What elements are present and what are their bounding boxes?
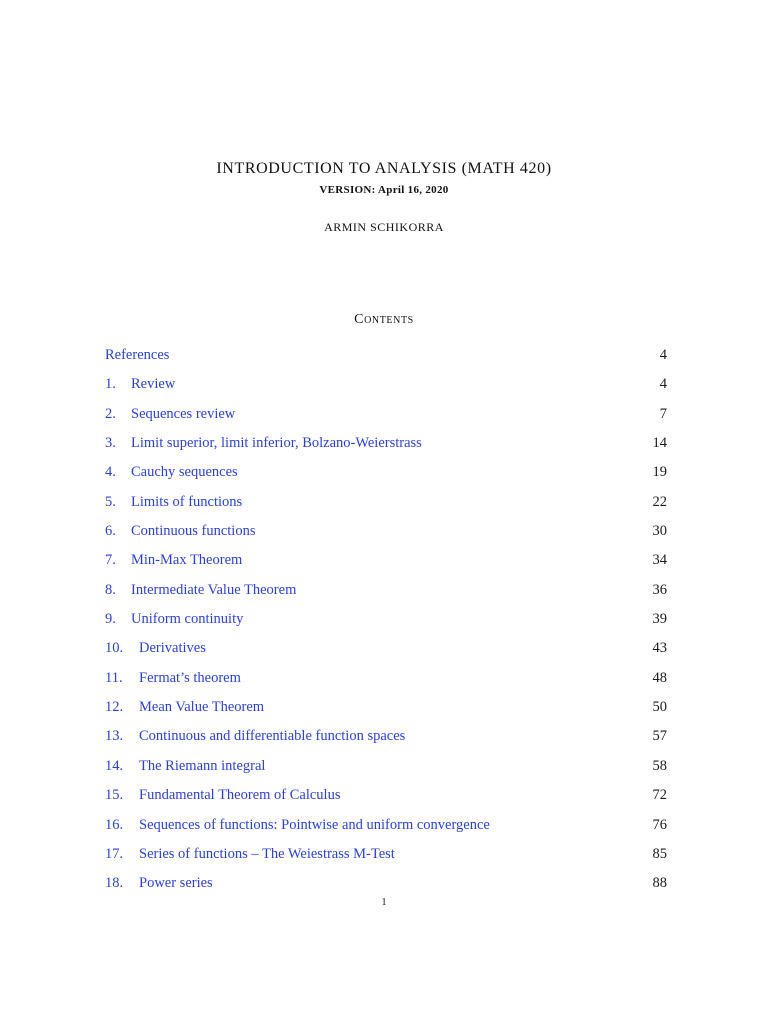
toc-entry-page: 34 (652, 552, 667, 569)
toc-entry-link[interactable] (105, 523, 255, 540)
toc-entry (105, 728, 667, 757)
toc-entry-page: 22 (652, 493, 667, 510)
toc-entry-title: References (105, 347, 170, 363)
toc-entry-link[interactable] (105, 670, 241, 687)
toc-entry-page: 43 (652, 640, 667, 657)
toc-entry-title: Derivatives (139, 640, 206, 657)
toc-entry-number: 10. (105, 640, 124, 657)
toc-entry-number: 12. (105, 699, 124, 716)
document-title: INTRODUCTION TO ANALYSIS (MATH 420) (216, 160, 552, 177)
toc-entry-title: Intermediate Value Theorem (131, 581, 297, 598)
toc-entry-title: Mean Value Theorem (139, 699, 265, 716)
toc-entry (105, 699, 667, 728)
toc-entry (105, 552, 667, 581)
toc-entry-page: 88 (652, 875, 667, 892)
toc-entry-link[interactable] (105, 817, 490, 834)
toc-entry-page: 76 (652, 816, 667, 833)
toc-entry (105, 582, 667, 611)
toc-entry (105, 376, 667, 405)
toc-entry-title: Limit superior, limit inferior, Bolzano-Weierstrass (131, 435, 422, 452)
toc-entry-link[interactable] (105, 582, 296, 599)
toc-entry-number: 15. (105, 787, 124, 804)
toc-entry (105, 640, 667, 669)
toc-entry-page: 4 (659, 376, 667, 393)
toc-entry-page: 30 (652, 523, 667, 540)
toc-entry-number: 11. (105, 669, 123, 686)
toc-entry-number: 6. (105, 523, 116, 540)
toc-entry-link[interactable] (105, 552, 242, 569)
toc-entry-number: 3. (105, 435, 116, 452)
toc-entry-number: 9. (105, 611, 116, 628)
page-number: 1 (381, 897, 387, 908)
toc-entry (105, 406, 667, 435)
toc-entry-page: 7 (659, 405, 667, 422)
toc-entry-page: 4 (659, 347, 667, 363)
toc-entry-link[interactable] (105, 494, 242, 511)
toc-entry (105, 464, 667, 493)
toc-entry-page: 48 (652, 669, 667, 686)
toc-entry-link[interactable] (105, 376, 175, 393)
toc-entry-title: Uniform continuity (131, 611, 244, 628)
toc-entry-title: Series of functions – The Weiestrass M-Test (139, 845, 395, 862)
toc-entry-page: 14 (652, 435, 667, 452)
toc-entry-page: 58 (652, 757, 667, 774)
toc-entry-link[interactable] (105, 758, 265, 775)
toc-entry (105, 523, 667, 552)
toc-entry-title: Cauchy sequences (131, 464, 238, 481)
toc-entry (105, 435, 667, 464)
toc-entry-title: Power series (139, 875, 213, 892)
table-of-contents (105, 347, 667, 905)
toc-entry-title: Fundamental Theorem of Calculus (139, 787, 341, 804)
toc-entry-title: Limits of functions (131, 493, 243, 510)
toc-entry-link[interactable] (105, 406, 235, 423)
toc-entry-page: 36 (652, 581, 667, 598)
toc-entry-number: 17. (105, 845, 124, 862)
toc-entry-link[interactable] (105, 464, 238, 481)
toc-entry-title: Continuous and differentiable function spaces (139, 728, 406, 745)
toc-entry (105, 670, 667, 699)
toc-entry-page: 50 (652, 699, 667, 716)
toc-entry-number: 2. (105, 405, 116, 422)
toc-entry (105, 611, 667, 640)
toc-entry-number: 8. (105, 581, 116, 598)
toc-entry-title: Sequences of functions: Pointwise and uniform convergence (139, 816, 490, 833)
toc-entry-page: 57 (652, 728, 667, 745)
document-author: ARMIN SCHIKORRA (324, 220, 444, 234)
toc-entry-number: 4. (105, 464, 116, 481)
toc-entry (105, 347, 667, 376)
toc-entry-title: Fermat’s theorem (139, 669, 241, 686)
toc-entry-page: 85 (652, 845, 667, 862)
toc-entry-link[interactable] (105, 875, 213, 892)
toc-entry-number: 14. (105, 757, 124, 774)
toc-entry-number: 18. (105, 875, 124, 892)
toc-entry-number: 16. (105, 816, 124, 833)
toc-entry-number: 1. (105, 376, 116, 393)
toc-entry-link[interactable] (105, 435, 422, 452)
toc-entry-link[interactable] (105, 787, 340, 804)
toc-entry-number: 13. (105, 728, 124, 745)
toc-entry-link[interactable] (105, 699, 264, 716)
toc-entry (105, 787, 667, 816)
toc-entry-title: The Riemann integral (139, 757, 266, 774)
toc-entry-page: 39 (652, 611, 667, 628)
document-version: VERSION: April 16, 2020 (319, 184, 449, 196)
toc-entry-title: Min-Max Theorem (131, 552, 243, 569)
toc-entry-page: 19 (652, 464, 667, 481)
toc-entry-title: Continuous functions (131, 523, 256, 540)
toc-entry-link[interactable] (105, 728, 405, 745)
toc-entry (105, 817, 667, 846)
toc-entry-number: 7. (105, 552, 116, 569)
toc-entry-title: Sequences review (131, 405, 236, 422)
toc-entry-title: Review (131, 376, 176, 393)
toc-entry-number: 5. (105, 493, 116, 510)
toc-entry-link[interactable] (105, 640, 206, 657)
toc-entry-link[interactable] (105, 347, 169, 364)
toc-entry-link[interactable] (105, 846, 395, 863)
toc-entry (105, 758, 667, 787)
toc-entry (105, 494, 667, 523)
toc-entry-page: 72 (652, 787, 667, 804)
toc-entry (105, 846, 667, 875)
toc-entry-link[interactable] (105, 611, 243, 628)
contents-heading: Contents (354, 312, 414, 327)
